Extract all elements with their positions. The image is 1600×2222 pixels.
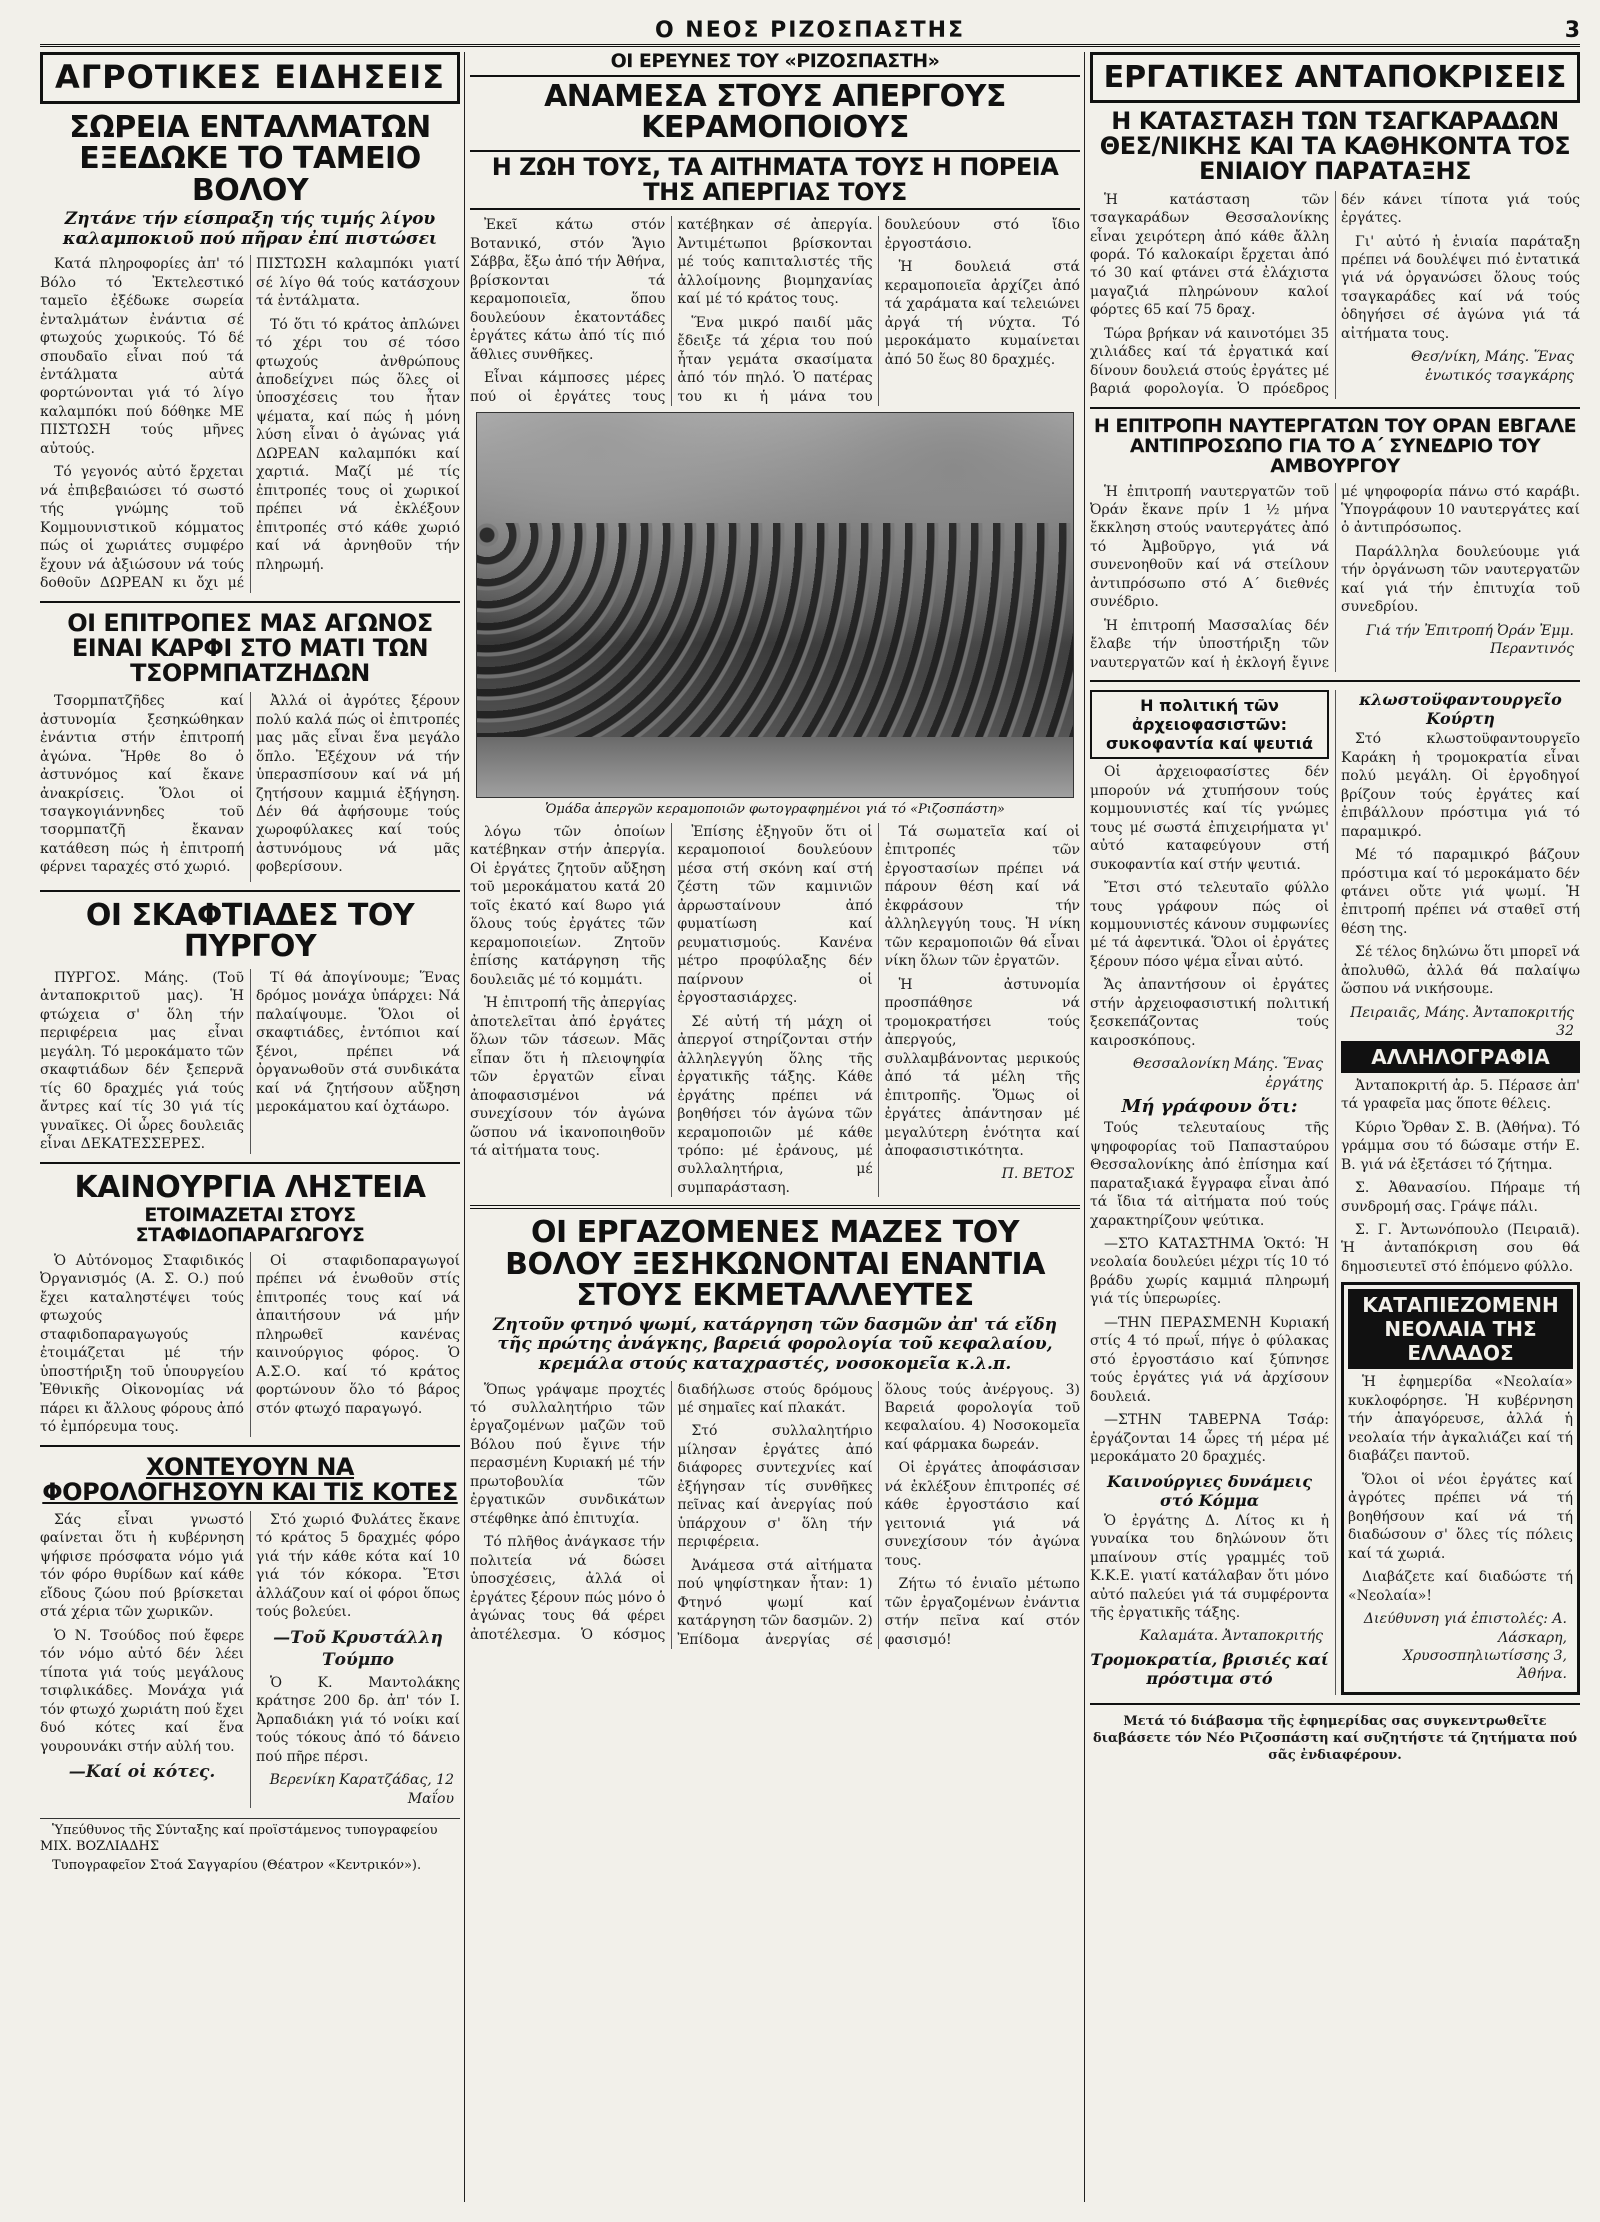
article-pyrgos: [40, 897, 460, 1154]
paragraph: Ἐκεῖ κάτω στόν Βοτανικό, στόν Ἅγιο Σάββα, ἔξω ἀπό τήν Ἀθήνα, βρίσκονται τά κεραμοποιεῖα, ὅπου δουλεύουν ἑκατοντάδες ἐργάτες κάτω ἀπό τίς πιό ἄθλιες συνθῆκες.: [470, 217, 666, 363]
middle-column: [470, 52, 1080, 1649]
paragraph: Ἡ ἐφημερίδα «Νεολαία» κυκλοφόρησε. Ἡ κυβέρνηση τήν ἀπαγόρευσε, ἀλλά ἡ νεολαία τήν ἀγκαλιάζει καί τή διαβάζει παντοῦ.: [1348, 1374, 1573, 1465]
signature: Γιά τήν Ἐπιτροπή Ὀράν Ἐμμ. Περαντινός: [1366, 622, 1574, 658]
paragraph: Ἄς ἀπαντήσουν οἱ ἐργάτες στήν ἀρχειοφασιστική πολιτική ξεσκεπάζοντας τούς καιροσκόπους.: [1090, 977, 1329, 1049]
imprint: [40, 1818, 460, 1875]
divider: [40, 890, 460, 892]
kicker: ΟΙ ΕΡΕΥΝΕΣ ΤΟΥ «ΡΙΖΟΣΠΑΣΤΗ»: [470, 52, 1080, 77]
headline: Η πολιτική τῶν ἀρχειοφασιστῶν: συκοφαντία καί ψευτιά: [1090, 690, 1329, 759]
strikers-group-photo: [476, 412, 1074, 798]
paragraph: Τούς τελευταίους τῆς ψηφοφορίας τοῦ Παπασταύρου Θεσσαλονίκης ἀπό ἐπίσημα καί παραταξιακά ἔγγραφα εἶναι ἀπό τά ἴδια τά αἰτήματα πού τούς χαρακτηρίζουν ψεύτικα.: [1090, 1120, 1329, 1229]
subheadline: ΕΤΟΙΜΑΖΕΤΑΙ ΣΤΟΥΣ ΣΤΑΦΙΔΟΠΑΡΑΓΩΓΟΥΣ: [135, 1204, 365, 1246]
paragraph: Ἡ ἐπιτροπή Μασσαλίας δέν ἔλαβε τήν ὑποστήριξη τῶν ναυτεργατῶν καί ἡ ἐκλογή ἔγινε μέ ψηφοφορία πάνω στό καράβι. Ὑπογράφουν 10 ναυτεργάτες καί ὁ ἀντιπρόσωπος.: [1090, 483, 1580, 671]
paragraph: ΠΥΡΓΟΣ. Μάης. (Τοῦ ἀνταποκριτοῦ μας). Ἡ φτώχεια σ' ὅλη τήν περιφέρεια μας εἶναι μεγάλη. Τό μεροκάματο τῶν σκαφτιάδων δέν ξεπερνᾶ τίς 60 δραχμές γιά τούς ἄντρες καί τίς 30 γιά τίς γυναῖκες. Οἱ ὧρες δουλειᾶς εἶναι ΔΕΚΑΤΕΣΣΕΡΕΣ.: [40, 969, 244, 1153]
paragraph: Ζήτω τό ἑνιαῖο μέτωπο τῶν ἐργαζομένων ἐνάντια στήν πεῖνα καί στόν φασισμό!: [884, 1576, 1080, 1648]
paragraph: Διαβάζετε καί διαδώστε τή «Νεολαία»!: [1348, 1569, 1573, 1604]
headline: Η ΕΠΙΤΡΟΠΗ ΝΑΥΤΕΡΓΑΤΩΝ ΤΟΥ ΟΡΑΝ ΕΒΓΑΛΕ ΑΝΤΙΠΡΟΣΩΠΟ ΓΙΑ ΤΟ Α΄ ΣΥΝΕΔΡΙΟ ΤΟΥ ΑΜΒΟΥΡΓΟΥ: [1093, 414, 1577, 477]
article-body: [1090, 191, 1580, 399]
article-correspondence: [1341, 1041, 1580, 1277]
imprint-line: Τυπογραφεῖον Στοά Σαγγαρίου (Θέατρον «Κεντρικόν»).: [52, 1858, 422, 1874]
paragraph: Τσορμπατζῆδες καί ἀστυνομία ξεσηκώθηκαν ἐνάντια στήν ἐπιτροπή ἀγώνα. Ἤρθε 8ο ὁ ἀστυνόμος καί ἔκανε ἀνακρίσεις. Ὅλοι οἱ τσαγκογιάννηδες τοῦ τσορμπατζῆ ἔκαναν κατάθεση πώς ἡ ἐπιτροπή φέρνει ταραχές στό χωριό.: [40, 693, 244, 876]
signature: Πειραιᾶς, Μάης. Ἀνταποκριτής 32: [1350, 1004, 1574, 1040]
paragraph: λόγω τῶν ὁποίων κατέβηκαν στήν ἀπεργία. Οἱ ἐργάτες ζητοῦν αὔξηση τοῦ μεροκάματου κατά 20 τοῖς ἑκατό καί 8ωρο γιά ὅλους τούς ἐργάτες τῶν κεραμοποιείων. Ζητοῦν ἐπίσης κατάργηση τῆς δουλειᾶς μέ τό κομμάτι.: [470, 824, 666, 988]
column-rule: [1084, 52, 1085, 2202]
paragraph: Ἡ ἐπιτροπή ναυτεργατῶν τοῦ Ὀράν ἔκανε πρίν 1 ½ μήνα ἔκκληση στούς ναυτεργάτες ἀπό τό Ἀμβοῦργο, γιά νά συνενοηθοῦν καί νά στείλουν ἀντιπρόσωπο στό Α΄ διεθνές συνέδριο.: [1090, 483, 1329, 611]
headline: ΟΙ ΕΠΙΤΡΟΠΕΣ ΜΑΣ ΑΓΩΝΟΣ ΕΙΝΑΙ ΚΑΡΦΙ ΣΤΟ ΜΑΤΙ ΤΩΝ ΤΣΟΡΜΠΑΤΖΗΔΩΝ: [67, 608, 433, 687]
footer-note: Μετά τό διάβασμα τῆς ἐφημερίδας σας συγκεντρωθεῖτε διαβάσετε τόν Νέο Ριζοσπάστη καί συζητήστε τά ζητήματα πού σᾶς ἐνδιαφέρουν.: [1093, 1713, 1577, 1764]
deck: Ζητάνε τήν είσπραξη τής τιμής λίγου καλαμποκιοῦ πού πῆραν ἐπί πιστώσει: [62, 209, 438, 249]
article-archeiofascists: [1090, 690, 1329, 1092]
subheadline: Η ΖΩΗ ΤΟΥΣ, ΤΑ ΑΙΤΗΜΑΤΑ ΤΟΥΣ Η ΠΟΡΕΙΑ ΤΗΣ ΑΠΕΡΓΙΑΣ ΤΟΥΣ: [470, 150, 1080, 210]
article-committees: [40, 608, 460, 882]
paragraph: Ἕνα μικρό παιδί μᾶς ἔδειξε τά χέρια του πού ἦταν γεμάτα σκασίματα ἀπό τόν πηλό. Ὁ πατέρας του κι ἡ μάνα του δουλεύουν στό ἴδιο ἐργοστάσιο.: [677, 217, 1080, 405]
headline: ΑΛΛΗΛΟΓΡΑΦΙΑ: [1341, 1041, 1580, 1073]
divider: [1090, 680, 1580, 682]
masthead: [40, 18, 1580, 47]
paragraph: Κύριο Ὄρθαν Σ. Β. (Ἀθήνα). Τό γράμμα σου τό δώσαμε στήν Ε. Β. γιά νά ἐξετάσει τό ζήτημα.: [1341, 1119, 1580, 1173]
article-body: [40, 1511, 460, 1808]
paragraph: Σ. Γ. Ἀντωνόπουλο (Πειραιᾶ). Ἡ ἀνταπόκριση σου θά δημοσιευτεῖ στό ἑπόμενο φύλλο.: [1341, 1222, 1580, 1275]
paragraph: Γι' αὐτό ἡ ἑνιαία παράταξη πρέπει νά δουλέψει πιό ἐντατικά γιά νά ὀργανώσει ὅλους τούς τσαγκαράδες καί νά τούς ὁδηγήσει σέ ἀγώνα γιά τά αἰτήματα τους.: [1341, 233, 1580, 342]
signature: Καλαμάτα. Ἀνταποκριτής: [1139, 1628, 1323, 1645]
signature: Βερενίκη Καρατζάδας, 12 Μαΐου: [269, 1772, 454, 1807]
paragraph: Ὅλοι οἱ νέοι ἐργάτες καί ἀγρότες πρέπει νά τή βοηθήσουν καί νά τή διαδώσουν σ' ὅλες τίς πόλεις καί τά χωριά.: [1348, 1471, 1573, 1562]
article-intro: [470, 216, 1080, 406]
divider: [40, 1162, 460, 1164]
paragraph: Κατά πληροφορίες ἀπ' τό Βόλο τό Ἐκτελεστικό ταμεῖο ἐξέδωκε σωρεία ἐνταλμάτων ἐνάντια σέ φτωχούς χωρικούς. Τό δέ σπουδαῖο εἶναι πού τά ἐντάλματα αὐτά φορτώνονται γιά τό λίγο καλαμπόκι πού δόθηκε ΜΕ ΠΙΣΤΩΣΗ τούς μῆνες αὐτούς.: [40, 256, 244, 457]
paragraph: —ΤΗΝ ΠΕΡΑΣΜΕΝΗ Κυριακή στίς 4 τό πρωΐ, πήγε ὁ φύλακας στό ἐργοστάσιο καί ξύπνησε τούς ἐργάτες γιά νά ἀρχίσουν δουλειά.: [1090, 1314, 1329, 1405]
article-body: [1090, 1119, 1329, 1466]
paragraph: Ἡ ἐπιτροπή τῆς ἀπεργίας ἀποτελεῖται ἀπό ἐργάτες ὅλων τῶν τάσεων. Μᾶς εἶπαν ὅτι ἡ πλειοψηφία τῶν ἐργατῶν εἶναι ἀποφασισμένοι νά συνεχίσουν τόν ἀγώνα ὥσπου νά ἱκανοποιηθοῦν τά αἰτήματα τους.: [470, 995, 666, 1159]
article-body: [1090, 763, 1329, 1092]
paragraph: —ΣΤΗΝ ΤΑΒΕΡΝΑ Τσάρ: ἐργάζονται 14 ὧρες τή μέρα μέ μεροκάματο 20 δραχμές.: [1090, 1412, 1329, 1466]
article-volos-masses: [470, 1217, 1080, 1649]
headline: ΣΩΡΕΙΑ ΕΝΤΑΛΜΑΤΩΝ ΕΞΕΔΩΚΕ ΤΟ ΤΑΜΕΙΟ ΒΟΛΟΥ: [69, 109, 431, 208]
subheading: —Τοῦ Κρυστάλλη Τούμπο: [273, 1627, 443, 1671]
headline: Καινούργιες δυνάμεις στό Κόμμα: [1107, 1471, 1312, 1510]
divider: [1090, 407, 1580, 409]
paragraph: Σέ τέλος δηλώνω ὅτι μπορεῖ νά ἀπολυθῶ, ἀλλά θά παλαίψω ὥσπου νά νικήσουμε.: [1341, 944, 1580, 998]
photo-caption: Ὁμάδα ἀπεργῶν κεραμοποιῶν φωτογραφημένοι γιά τό «Ριζοσπάστη»: [545, 802, 1005, 817]
article-warrants: [40, 109, 460, 593]
signature: Διεύθυνση γιά ἐπιστολές: Α. Λάσκαρη, Χρυσοσπηλιωτίσσης 3, Ἀθήνα.: [1363, 1611, 1567, 1683]
paragraph: Ὁ Ν. Τσούδος πού ἔφερε τόν νόμο αὐτό δέν λέει τίποτα γιά τούς μεγάλους τσιφλικάδες. Μονάχα γιά τόν φτωχό χωριάτη πού ἔχει δυό κότες καί ἕνα γουρουνάκι στήν αὐλή του.: [40, 1627, 244, 1755]
paragraph: Ὁ Κ. Μαντολάκης κράτησε 200 δρ. ἀπ' τόν Ι. Ἀρπαδιάκη γιά τό νοίκι καί τούς τόκους ἀπό τό δάνειο πού πῆρε πέρσι.: [256, 1674, 460, 1765]
right-column: [1090, 52, 1580, 1764]
article-body: [470, 823, 1080, 1197]
paragraph: Τί θά ἀπογίνουμε; Ἕνας δρόμος μονάχα ὑπάρχει: Νά παλαίψουμε. Ὅλοι οἱ σκαφτιάδες, ἐντόπιοι καί ξένοι, πρέπει νά ὀργανωθοῦν στά συνδικάτα καί νά ζητήσουν αὔξηση μεροκάματου καί ὀχτάωρο.: [256, 969, 460, 1116]
paragraph: Ὅπως γράψαμε προχτές τό συλλαλητήριο τῶν ἐργαζομένων μαζῶν τοῦ Βόλου πού ἔγινε τήν περασμένη Κυριακή μέ τήν πρωτοβουλία τῶν ἐργατικῶν συνδικάτων στέφθηκε ἀπό ἐπιτυχία.: [470, 1381, 666, 1527]
headline: Μή γράφουν ὅτι:: [1121, 1096, 1298, 1118]
paragraph: Τά σωματεῖα καί οἱ ἐπιτροπές τῶν ἐργοστασίων πρέπει νά πάρουν θέση καί νά ἐκφράσουν τήν ἀλληλεγγύη τους. Ἡ νίκη τῶν κεραμοποιῶν θά εἶναι νίκη ὅλων τῶν ἐργατῶν.: [884, 824, 1080, 970]
article-new-forces: [1090, 1472, 1329, 1646]
paragraph: Ἡ ἀστυνομία προσπάθησε νά τρομοκρατήσει τούς ἀπεργούς, συλλαμβάνοντας μερικούς ἀπό τά μέλη τῆς ἐπιτροπῆς. Ὅμως οἱ ἐργάτες ἀπάντησαν μέ μεγαλύτερη ἑνότητα καί ἀποφασιστικότητα.: [884, 976, 1080, 1159]
article-new-robbery: [40, 1169, 460, 1437]
paragraph: Ἡ κατάσταση τῶν τσαγκαράδων Θεσσαλονίκης εἶναι χειρότερη ἀπό κάθε ἄλλη φορά. Τό καλοκαίρι ἔρχεται ἀπό τό 30 καί φτάνει στά ἐλάχιστα μαγαζιά πληρώνουν καλοί φόρτες 65 καί 75 δραχ.: [1090, 191, 1329, 319]
headline: ΟΙ ΕΡΓΑΖΟΜΕΝΕΣ ΜΑΖΕΣ ΤΟΥ ΒΟΛΟΥ ΞΕΣΗΚΩΝΟΝΤΑΙ ΕΝΑΝΤΙΑ ΣΤΟΥΣ ΕΚΜΕΤΑΛΛΕΥΤΕΣ: [505, 1215, 1045, 1314]
paragraph: Μέ τό παραμικρό βάζουν πρόστιμα καί τό μεροκάματο δέν φτάνει οὔτε γιά ψωμί. Ἡ ἐπιτροπή πρέπει νά σταθεῖ στή θέση της.: [1341, 847, 1580, 937]
headline: ΧΟΝΤΕΥΟΥΝ ΝΑ ΦΟΡΟΛΟΓΗΣΟΥΝ ΚΑΙ ΤΙΣ ΚΟΤΕΣ: [42, 1452, 458, 1506]
deck: Ζητοῦν φτηνό ψωμί, κατάργηση τῶν δασμῶν ἀπ' τά εἴδη τῆς πρώτης ἀνάγκης, βαρειά φορολογία τοῦ κεφαλαίου, κρεμάλα στούς καταχραστές, νοσοκομεῖα κ.λ.π.: [492, 1314, 1057, 1374]
imprint-line: Ὑπεύθυνος τῆς Σύνταξης καί προϊστάμενος τυπογραφείου ΜΙΧ. ΒΟΖΛΙΑΔΗΣ: [40, 1822, 438, 1855]
subheading: —Καί οἱ κότες.: [68, 1762, 216, 1783]
paragraph: Οἱ ἀρχειοφασίστες δέν μπορούν νά χτυπήσουν τούς κομμουνιστές καί τίς γνώμες τους μέ σωστά ἐπιχειρήματα γι' αὐτό καταφεύγουν στή συκοφαντία καί στήν ψευτιά.: [1090, 764, 1329, 873]
divider: [40, 601, 460, 603]
paragraph: Ἀνάμεσα στά αἰτήματα πού ψηφίστηκαν ἦταν: 1) Φτηνό ψωμί καί κατάργηση τῶν δασμῶν. 2) Ἐπίδομα ἀνεργίας σέ ὅλους τούς ἀνέργους. 3) Βαρειά φορολογία τοῦ κεφαλαίου. 4) Νοσοκομεῖα καί φάρμακα δωρεάν.: [677, 1381, 1080, 1648]
paragraph: Ἡ δουλειά στά κεραμοποιεῖα ἀρχίζει ἀπό τά χαράματα καί τελειώνει ἀργά τή νύχτα. Τό μεροκάματο κυμαίνεται ἀπό 50 ἕως 80 δραχμές.: [884, 259, 1080, 368]
section-heading-worker-reports: ΕΡΓΑΤΙΚΕΣ ΑΝΤΑΠΟΚΡΙΣΕΙΣ: [1090, 52, 1580, 103]
signature: Π. ΒΕΤΟΣ: [1001, 1166, 1074, 1183]
paragraph: Ὁ Αὐτόνομος Σταφιδικός Ὀργανισμός (Α. Σ. Ο.) πού ἔχει καταληστέψει τούς φτωχούς σταφιδοπαραγωγούς ἐτοιμάζεται μέ τήν ὑποστήριξη τοῦ ὑπουργείου Ἐθνικῆς Οἰκονομίας νά πάρει κι ἄλλους φόρους ἀπό τό ἐμπόρευμα τους.: [40, 1252, 244, 1436]
paragraph: Οἱ σταφιδοπαραγωγοί πρέπει νά ἑνωθοῦν στίς ἐπιτροπές τους καί νά ἀπαιτήσουν νά μήν πληρωθεῖ κανένας καινούργιος φόρος. Ὁ Α.Σ.Ο. καί τό κράτος φορτώνουν ὅλο τό βάρος στόν φτωχό παραγωγό.: [256, 1252, 460, 1417]
paragraph: Στό κλωστοϋφαντουργεῖο Καράκη ἡ τρομοκρατία εἶναι πολύ μεγάλη. Οἱ ἐργοδηγοί βρίζουν τούς ἐργάτες καί ἐπιβάλλουν πρόστιμα γιά τό παραμικρό.: [1341, 731, 1580, 840]
paragraph: Σέ αὐτή τή μάχη οἱ ἀπεργοί στηρίζονται στήν ἀλληλεγγύη ὅλης τῆς ἐργατικῆς τάξης. Κάθε ἐργάτης πρέπει νά βοηθήσει τόν ἀγώνα τῶν κεραμοποιῶν μέ κάθε τρόπο: μέ ἐράνους, μέ συλλαλητήρια, μέ συμπαράσταση.: [677, 1013, 873, 1196]
photo-crowd: [477, 523, 1073, 757]
paragraph: Τό πλῆθος ἀνάγκασε τήν πολιτεία νά δώσει ὑποσχέσεις, ἀλλά οἱ ἐργάτες ξέρουν πώς μόνο ὁ ἀγώνας τους θά φέρει ἀποτέλεσμα. Ὁ κόσμος διαδήλωσε στούς δρόμους μέ σημαῖες καί πλακάτ.: [470, 1381, 873, 1643]
article-youth: [1341, 1282, 1580, 1695]
paragraph: Τό ὅτι τό κράτος ἀπλώνει τό χέρι του σέ τόσο φτωχούς ἀνθρώπους ἀποδείχνει πώς ὅλες οἱ ὑποσχέσεις του ἦταν ψέματα, καί πώς ἡ μόνη λύση εἶναι ὁ ἀγώνας γιά ΔΩΡΕΑΝ καλαμπόκι καί χαρτιά. Μαζί μέ τίς ἐπιτροπές τους οἱ χωρικοί πρέπει νά ἐκλέξουν ἐπιτροπές στό κάθε χωριό καί νά ἀρνηθοῦν τήν πληρωμή.: [256, 316, 460, 573]
section-heading-agricultural: ΑΓΡΟΤΙΚΕΣ ΕΙΔΗΣΕΙΣ: [40, 52, 460, 104]
page-number: 3: [1564, 18, 1580, 43]
article-seamen-oran: [1090, 414, 1580, 673]
paragraph: Ἀνταποκριτή ἀρ. 5. Πέρασε ἀπ' τά γραφεῖα μας ὅποτε θέλεις.: [1341, 1077, 1580, 1113]
paragraph: Τό γεγονός αὐτό ἔρχεται νά ἐπιβεβαιώσει τό σωστό τής γνώμης τοῦ Κομμουνιστικοῦ κόμματος πώς οἱ χωριάτες συμφέρο ἔχουν νά ἀξιώσουν νά τούς δοθοῦν ΔΩΡΕΑΝ κι ὄχι μέ ΠΙΣΤΩΣΗ καλαμπόκι γιατί σέ λίγο θά τούς κατάσχουν τά ἐντάλματα.: [40, 256, 460, 592]
paragraph: —ΣΤΟ ΚΑΤΑΣΤΗΜΑ Ὁκτό: Ἡ νεολαία δουλεύει μέχρι τίς 10 τό βράδυ χωρίς καμμιά πληρωμή γιά τίς ὑπερωρίες.: [1090, 1236, 1329, 1308]
newspaper-title: Ο ΝΕΟΣ ΡΙΖΟΣΠΑΣΤΗΣ: [654, 18, 966, 43]
paragraph: Σάς εἶναι γνωστό φαίνεται ὅτι ἡ κυβέρνηση ψήφισε πρόσφατα νόμο γιά τόν φόρο θυρίδων καί κάθε εἴδους ζώου πού βρίσκεται στά χέρια τῶν χωρικῶν.: [40, 1512, 244, 1621]
signature: Θεσσαλονίκη Μάης. Ἕνας ἐργάτης: [1132, 1056, 1323, 1091]
article-body: [470, 1381, 1080, 1650]
divider: [1090, 1703, 1580, 1705]
article-dont-write: [1090, 1096, 1329, 1466]
headline: ΑΝΑΜΕΣΑ ΣΤΟΥΣ ΑΠΕΡΓΟΥΣ ΚΕΡΑΜΟΠΟΙΟΥΣ: [544, 78, 1006, 146]
article-body: [40, 692, 460, 882]
paragraph: Στό συλλαλητήριο μίλησαν ἐργάτες ἀπό διάφορες συντεχνίες καί ἐξήγησαν τίς συνθῆκες πεῖνας καί ἀνεργίας πού ὑπάρχουν σ' ὅλη τήν περιφέρεια.: [677, 1423, 873, 1551]
paragraph: Σ. Ἀθανασίου. Πήραμε τή συνδρομή σας. Γράψε πάλι.: [1341, 1180, 1580, 1215]
paragraph: Στό χωριό Φυλάτες ἔκανε τό κράτος 5 δραχμές φόρο γιά τήν κάθε κότα καί 10 γιά τόν κόκορα. Ἔτσι ἀλλάζουν καί οἱ φόροι ὅπως τούς βολεύει.: [256, 1512, 460, 1621]
paragraph: Ἔτσι στό τελευταῖο φύλλο τους γράφουν πώς οἱ κομμουνιστές κάνουν συμφωνίες μέ τά ἀφεντικά. Ὅλοι οἱ ἐργάτες ξέρουν πόσο ψέμα εἶναι αὐτό.: [1090, 880, 1329, 970]
left-column: [40, 52, 460, 1878]
article-body: [40, 969, 460, 1154]
paragraph: Τώρα βρήκαν νά καινοτόμει 35 χιλιάδες καί τά ἐργατικά καί δίνουν δουλειά στούς ἐργάτες μέ βαριά φορολογία. Ὁ πρόεδρος δέν κάνει τίποτα γιά τούς ἐργάτες.: [1090, 191, 1580, 398]
paragraph: Οἱ ἐργάτες ἀποφάσισαν νά ἐκλέξουν ἐπιτροπές σέ κάθε ἐργοστάσιο καί γειτονιά γιά νά συνεχίσουν τόν ἀγώνα τους.: [884, 1460, 1080, 1569]
article-body: [40, 255, 460, 592]
photo-ground: [477, 737, 1073, 797]
column-rule: [464, 52, 465, 2202]
paragraph: Ἐπίσης ἐξηγοῦν ὅτι οἱ κεραμοποιοί δουλεύουν μέσα στή σκόνη καί στή ζέστη τῶν καμινιῶν ἀρρωσταίνουν ἀπό φυματίωση καί ρευματισμούς. Κανένα μέτρο προφύλαξης δέν παίρνουν οἱ ἐργοστασιάρχες.: [677, 824, 873, 1007]
divider: [470, 1205, 1080, 1209]
paragraph: Ὁ ἐργάτης Δ. Λίτος κι ἡ γυναίκα του δηλώνουν ὅτι μπαίνουν στίς γραμμές τοῦ Κ.Κ.Ε. γιατί κατάλαβαν ὅτι μόνο αὐτό παλεύει γιά τά συμφέροντα τῆς ἐργατικῆς τάξης.: [1090, 1512, 1329, 1621]
article-body: [1341, 1077, 1580, 1277]
headline: Τρομοκρατία, βρισιές καί πρόστιμα στό κλωστοϋφαντουργεῖο Κούρτη: [1090, 690, 1562, 1688]
paragraph: Ἀλλά οἱ ἀγρότες ξέρουν πολύ καλά πώς οἱ ἐπιτροπές μας μᾶς εἶναι ἕνα μεγάλο ὅπλο. Ἐξέχουν νά τήν ὑπερασπίσουν καί νά μή ζητήσουν καμμιά ἐξήγηση. Δέν θά ἀφήσουμε τούς χωροφύλακες καί τούς ἀστυνόμους νά μᾶς φοβερίσουν.: [256, 693, 460, 876]
divider: [40, 1445, 460, 1447]
paragraph: Παράλληλα δουλεύουμε γιά τήν ὀργάνωση τῶν ναυτεργατῶν καί γιά τήν ἐπιτυχία τοῦ συνεδρίου.: [1341, 543, 1580, 616]
right-lower-columns: [1090, 690, 1580, 1695]
article-shoemakers: [1090, 109, 1580, 399]
signature: Θεσ/νίκη, Μάης. Ἕνας ἑνωτικός τσαγκάρης: [1411, 349, 1574, 384]
article-body: [1348, 1373, 1573, 1684]
paragraph: Εἶναι κάμποσες μέρες πού οἱ ἐργάτες τους κατέβηκαν σέ ἀπεργία. Ἀντιμέτωποι βρίσκονται μέ τούς καπιταλιστές τῆς ἀλλοίμονης βιομηχανίας καί μέ τό κράτος τους.: [470, 217, 873, 405]
headline: ΟΙ ΣΚΑΦΤΙΑΔΕΣ ΤΟΥ ΠΥΡΓΟΥ: [85, 897, 415, 965]
article-body: [40, 1252, 460, 1437]
headline: ΚΑΙΝΟΥΡΓΙΑ ΛΗΣΤΕΙΑ: [74, 1169, 426, 1205]
headline: ΚΑΤΑΠΙΕΖΟΜΕΝΗ ΝΕΟΛΑΙΑ ΤΗΣ ΕΛΛΑΔΟΣ: [1348, 1289, 1573, 1369]
article-body: [1090, 1512, 1329, 1646]
headline: Η ΚΑΤΑΣΤΑΣΗ ΤΩΝ ΤΣΑΓΚΑΡΑΔΩΝ ΘΕΣ/ΝΙΚΗΣ ΚΑΙ ΤΑ ΚΑΘΗΚΟΝΤΑ ΤΟΣ ΕΝΙΑΙΟΥ ΠΑΡΑΤΑΞΗΣ: [1099, 107, 1571, 186]
article-body: [1090, 483, 1580, 673]
article-body: [1341, 730, 1580, 1041]
article-chickens-tax: [40, 1452, 460, 1808]
